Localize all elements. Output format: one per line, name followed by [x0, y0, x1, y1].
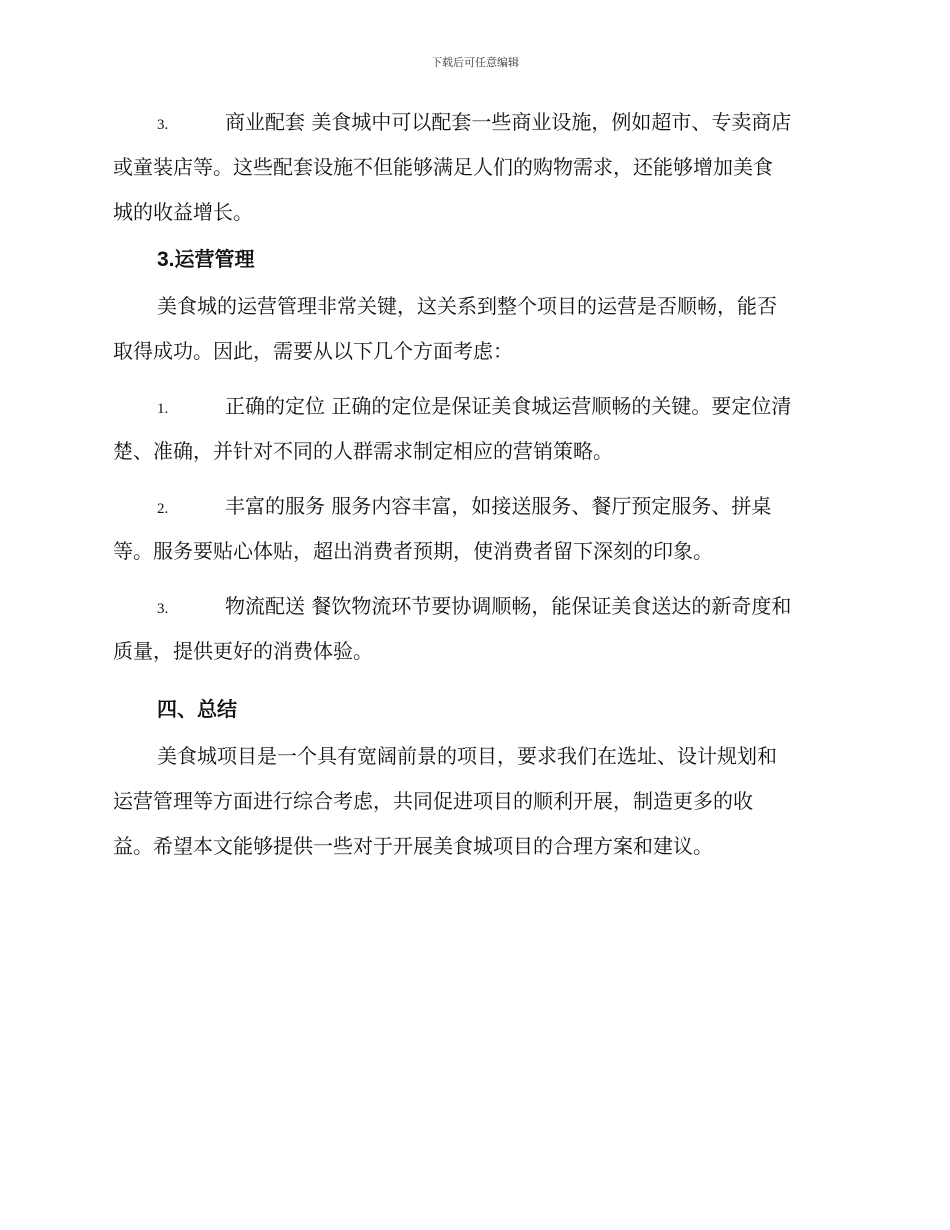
paragraph-summary: [113, 744, 843, 858]
list-item-text: 物流配送 餐饮物流环节要协调顺畅，能保证美食送达的新奇度和: [225, 594, 792, 618]
list-number: 3.: [157, 601, 169, 617]
paragraph-line: 美食城的运营管理非常关键，这关系到整个项目的运营是否顺畅，能否: [157, 294, 777, 318]
paragraph-operation-intro: [113, 294, 843, 363]
paragraph-line: 益。希望本文能够提供一些对于开展美食城项目的合理方案和建议。: [113, 834, 713, 858]
document-body: [113, 110, 843, 858]
list-number: 2.: [157, 501, 169, 517]
heading-text: 运营管理: [174, 247, 255, 271]
paragraph-line: 取得成功。因此，需要从以下几个方面考虑：: [113, 339, 513, 363]
paragraph-line: 楚、准确，并针对不同的人群需求制定相应的营销策略。: [113, 439, 613, 463]
list-item-text: 商业配套 美食城中可以配套一些商业设施，例如超市、专卖商店: [225, 110, 792, 134]
page-header: 下载后可任意编辑: [431, 56, 519, 69]
paragraph-line: 质量，提供更好的消费体验。: [113, 639, 373, 663]
list-item-text: 正确的定位 正确的定位是保证美食城运营顺畅的关键。要定位清: [225, 394, 792, 418]
paragraph-line: 运营管理等方面进行综合考虑，共同促进项目的顺利开展，制造更多的收: [113, 789, 753, 813]
paragraph-line: 城的收益增长。: [113, 200, 253, 224]
list-number: 3.: [157, 117, 169, 133]
heading-number: 3.: [157, 248, 175, 271]
list-item-positioning: [113, 394, 843, 463]
paragraph-line: 或童装店等。这些配套设施不但能够满足人们的购物需求，还能够增加美食: [113, 155, 773, 179]
list-item-text: 丰富的服务 服务内容丰富，如接送服务、餐厅预定服务、拼桌: [225, 494, 772, 518]
section-heading-summary: 四、总结: [157, 697, 237, 721]
list-item-logistics: [113, 594, 843, 663]
paragraph-line: 美食城项目是一个具有宽阔前景的项目，要求我们在选址、设计规划和: [157, 744, 777, 768]
section-heading-operation: [113, 247, 843, 271]
list-item-services: [113, 494, 843, 563]
paragraph-line: 等。服务要贴心体贴，超出消费者预期，使消费者留下深刻的印象。: [113, 539, 713, 563]
list-number: 1.: [157, 401, 169, 417]
list-item-commercial: [113, 110, 843, 224]
